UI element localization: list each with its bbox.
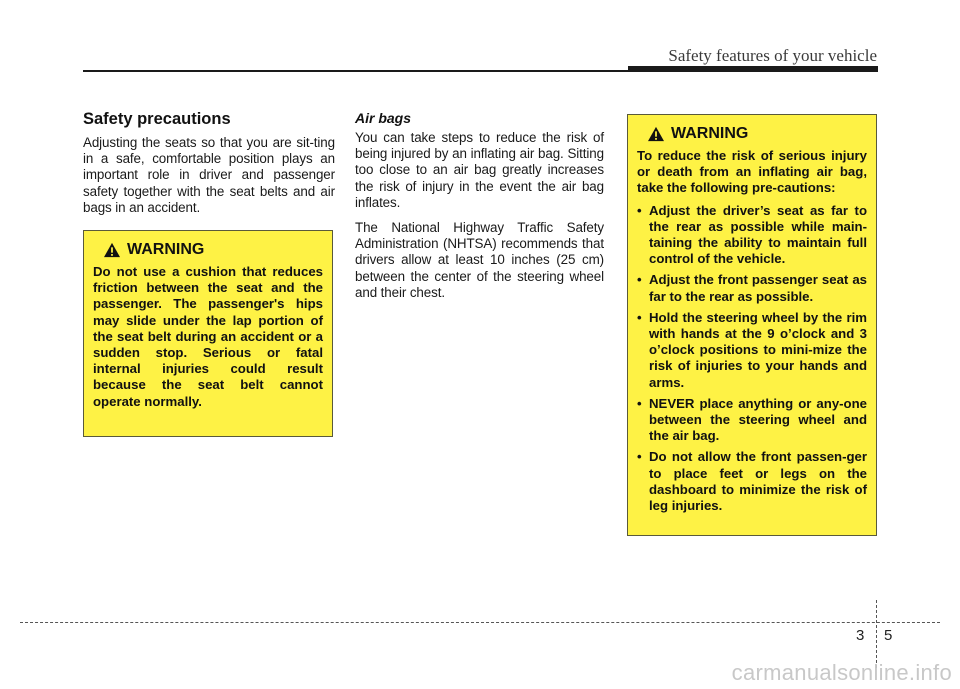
warning-title: WARNING [127,241,205,258]
header-rule-accent [628,66,878,72]
intro-paragraph: Adjusting the seats so that you are sit-ting in a safe, comfortable position plays an important role in driver and passenger safety together with the seat belts and air bags in an accident. [83,135,335,215]
left-column [83,110,335,225]
warning-triangle-icon [103,242,121,258]
warning-triangle-icon [647,126,665,142]
list-item: • Hold the steering wheel by the rim with hands at the 9 o’clock and 3 o’clock positions to mini-mize the risk of injuries to your hands and arms. [637,310,867,391]
list-item: • Adjust the driver’s seat as far to the rear as possible while main-taining the ability to maintain full control of the vehicle. [637,203,867,268]
air-bag-paragraph-2: The National Highway Traffic Safety Administration (NHTSA) recommends that drivers allow at least 10 inches (25 cm) between the center of the steering wheel and their chest. [355,220,604,300]
warning-header [103,241,323,259]
warning-box-cushion [83,230,333,437]
list-item: • NEVER place anything or any-one between the steering wheel and the air bag. [637,396,867,445]
running-header: Safety features of your vehicle [668,46,877,65]
warning-text: Do not use a cushion that reduces friction between the seat and the passenger. The passenger's hips may slide under the lap portion of the seat belt during an accident or a sudden stop. Serious or fatal internal injuries could result because the seat belt cannot operate normally. [93,264,323,409]
watermark: carmanualsonline.info [731,660,952,685]
sub-heading-air-bags: Air bags [355,110,412,126]
warning-title: WARNING [671,125,749,142]
warning-box-air-bag [627,114,877,536]
warning-header [647,125,867,143]
air-bag-paragraph-1: You can take steps to reduce the risk of being injured by an inflating air bag. Sitting too close to an air bag greatly increases the risk of injury in the event the air bag inflates. [355,130,604,210]
warning-list [637,203,867,515]
middle-column [355,110,604,310]
footer-rule [20,622,940,623]
page-number: 5 [884,627,893,644]
warning-intro: To reduce the risk of serious injury or death from an inflating air bag, take the following pre-cautions: [637,148,867,196]
list-item: • Do not allow the front passen-ger to place feet or legs on the dashboard to minimize the risk of leg injuries. [637,449,867,514]
chapter-number: 3 [856,627,865,644]
footer-divider [876,600,877,668]
section-heading-safety-precautions: Safety precautions [83,110,231,128]
list-item: • Adjust the front passenger seat as far to the rear as possible. [637,272,867,304]
